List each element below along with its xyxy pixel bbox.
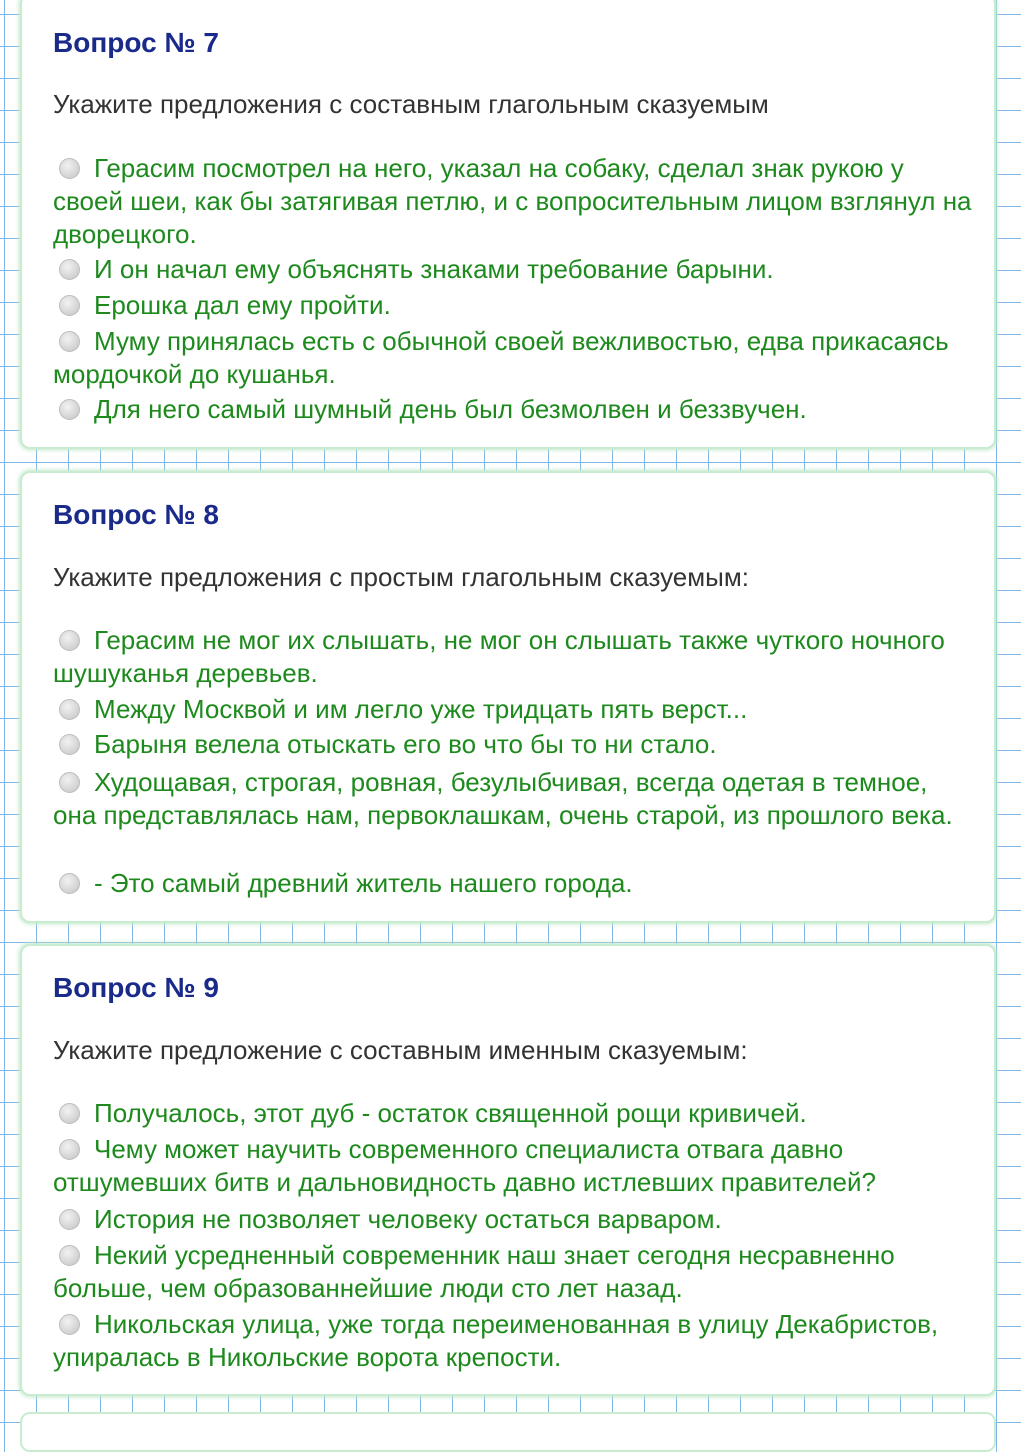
question-card-next [20, 1412, 996, 1452]
answer-option[interactable] [53, 1308, 973, 1374]
answer-option[interactable] [53, 253, 973, 286]
answer-option-text: Герасим посмотрел на него, указал на собаку, сделал знак рукою у своей шеи, как бы затягивая петлю, и с вопросительным лицом взглянул на дворецкого. [53, 153, 972, 249]
question-title: Вопрос № 9 [53, 972, 219, 1003]
radio-button[interactable] [59, 295, 80, 316]
radio-button[interactable] [59, 259, 80, 280]
question-card-8 [20, 471, 996, 923]
question-prompt: Укажите предложения с простым глагольным сказуемым: [53, 562, 749, 592]
answer-option-text: Некий усредненный современник наш знает сегодня несравненно больше, чем образованнейшие люди сто лет назад. [53, 1240, 895, 1303]
answer-option-text: Худощавая, строгая, ровная, безулыбчивая, всегда одетая в темное, она представлялась нам, первоклашкам, очень старой, из прошлого века. [53, 767, 953, 830]
question-prompt: Укажите предложение с составным именным сказуемым: [53, 1035, 748, 1065]
radio-button[interactable] [59, 1103, 80, 1124]
answer-option-text: Получалось, этот дуб - остаток священной рощи кривичей. [94, 1098, 807, 1128]
radio-button[interactable] [59, 1245, 80, 1266]
answer-option-text: Ерошка дал ему пройти. [94, 290, 391, 320]
answer-option-text: Муму принялась есть с обычной своей вежливостью, едва прикасаясь мордочкой до кушанья. [53, 326, 949, 389]
answer-option[interactable] [53, 325, 973, 391]
answer-option[interactable] [53, 1203, 973, 1236]
radio-button[interactable] [59, 699, 80, 720]
radio-button[interactable] [59, 873, 80, 894]
answer-option-text: Чему может научить современного специалиста отвага давно отшумевших битв и дальновидность давно истлевших правителей? [53, 1134, 876, 1197]
radio-button[interactable] [59, 772, 80, 793]
answer-option[interactable] [53, 1239, 973, 1305]
answer-option[interactable] [53, 393, 973, 426]
answer-option[interactable] [53, 289, 973, 322]
question-prompt: Укажите предложения с составным глагольным сказуемым [53, 89, 769, 119]
answer-option[interactable] [53, 867, 973, 900]
answer-option-text: История не позволяет человеку остаться варваром. [94, 1204, 722, 1234]
answer-option[interactable] [53, 152, 973, 251]
question-title: Вопрос № 8 [53, 499, 219, 530]
radio-button[interactable] [59, 331, 80, 352]
answer-option[interactable] [53, 728, 973, 761]
answer-option-text: Барыня велела отыскать его во что бы то ни стало. [94, 729, 717, 759]
answer-option-text: Для него самый шумный день был безмолвен и беззвучен. [94, 394, 807, 424]
answer-option[interactable] [53, 766, 973, 832]
radio-button[interactable] [59, 1139, 80, 1160]
radio-button[interactable] [59, 1314, 80, 1335]
radio-button[interactable] [59, 734, 80, 755]
radio-button[interactable] [59, 1209, 80, 1230]
radio-button[interactable] [59, 399, 80, 420]
answer-option-text: Герасим не мог их слышать, не мог он слышать также чуткого ночного шушуканья деревьев. [53, 625, 945, 688]
radio-button[interactable] [59, 158, 80, 179]
answer-option[interactable] [53, 624, 973, 690]
answer-option-text: И он начал ему объяснять знаками требование барыни. [94, 254, 774, 284]
radio-button[interactable] [59, 630, 80, 651]
question-card-7 [20, 0, 996, 449]
answer-option[interactable] [53, 693, 973, 726]
question-title: Вопрос № 7 [53, 27, 219, 58]
answer-option[interactable] [53, 1133, 973, 1199]
answer-option[interactable] [53, 1097, 973, 1130]
answer-option-text: - Это самый древний житель нашего города. [94, 868, 633, 898]
answer-option-text: Между Москвой и им легло уже тридцать пять верст... [94, 694, 748, 724]
question-card-9 [20, 944, 996, 1396]
answer-option-text: Никольская улица, уже тогда переименованная в улицу Декабристов, упиралась в Никольские ворота крепости. [53, 1309, 939, 1372]
